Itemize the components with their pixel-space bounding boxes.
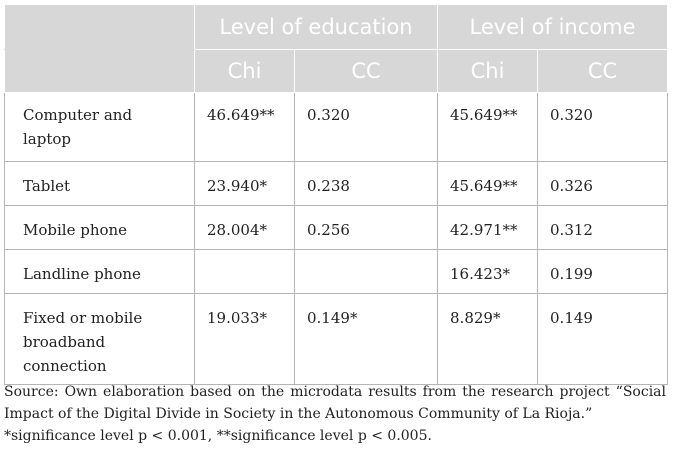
cell-income-cc: 0.199 (538, 250, 668, 294)
table-row (5, 250, 668, 294)
cell-education-cc: 0.149* (295, 294, 438, 385)
significance-note: *significance level p < 0.001, **significance level p < 0.005. (4, 428, 432, 444)
cell-education-cc (295, 250, 438, 294)
row-label: Mobile phone (5, 206, 195, 250)
cell-education-chi: 23.940* (195, 162, 295, 206)
header-education-chi: Chi (195, 50, 295, 93)
results-table (4, 4, 668, 385)
cell-education-chi (195, 250, 295, 294)
cell-education-cc: 0.256 (295, 206, 438, 250)
cell-income-cc: 0.149 (538, 294, 668, 385)
cell-education-chi: 46.649** (195, 93, 295, 162)
header-corner-lower (5, 50, 195, 93)
cell-education-cc: 0.320 (295, 93, 438, 162)
cell-education-cc: 0.238 (295, 162, 438, 206)
cell-income-chi: 42.971** (438, 206, 538, 250)
header-income-cc: CC (538, 50, 668, 93)
table-row (5, 294, 668, 385)
table-footnote (4, 381, 666, 447)
header-level-of-education: Level of education (195, 5, 438, 50)
row-label: Fixed or mobile broadband connection (5, 294, 195, 385)
header-corner (5, 5, 195, 50)
table-row (5, 162, 668, 206)
row-label: Tablet (5, 162, 195, 206)
row-label: Computer and laptop (5, 93, 195, 162)
row-label: Landline phone (5, 250, 195, 294)
cell-education-chi: 28.004* (195, 206, 295, 250)
source-note: Source: Own elaboration based on the microdata results from the research project “Social Impact of the Digital Divide in Society in the Autonomous Community of La Rioja.” (4, 384, 666, 422)
cell-income-cc: 0.312 (538, 206, 668, 250)
cell-income-chi: 8.829* (438, 294, 538, 385)
header-education-cc: CC (295, 50, 438, 93)
cell-income-chi: 45.649** (438, 162, 538, 206)
cell-income-cc: 0.320 (538, 93, 668, 162)
header-income-chi: Chi (438, 50, 538, 93)
cell-education-chi: 19.033* (195, 294, 295, 385)
table-row (5, 206, 668, 250)
table-row (5, 93, 668, 162)
cell-income-chi: 16.423* (438, 250, 538, 294)
cell-income-chi: 45.649** (438, 93, 538, 162)
cell-income-cc: 0.326 (538, 162, 668, 206)
header-level-of-income: Level of income (438, 5, 668, 50)
